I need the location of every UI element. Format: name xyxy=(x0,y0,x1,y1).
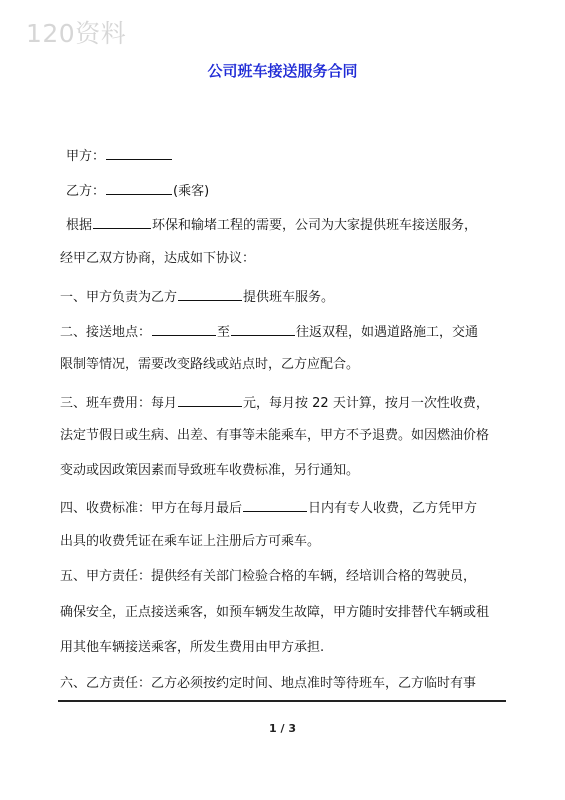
contract-title: 公司班车接送服务合同 xyxy=(207,62,358,80)
watermark: 120资料 xyxy=(26,19,127,48)
party-b-blank xyxy=(106,181,172,195)
party-a-label: 甲方： xyxy=(66,149,106,164)
paragraph-line: 经甲乙双方协商，达成如下协议： xyxy=(60,251,256,266)
paragraph-line: 限制等情况，需要改变路线或站点时，乙方应配合。 xyxy=(60,357,360,372)
fill-blank xyxy=(93,215,151,229)
clause-4-line xyxy=(60,498,477,517)
text-segment: 往返双程，如遇道路施工，交通 xyxy=(296,325,479,340)
paragraph-line: 法定节假日或生病、出差、有事等未能乘车，甲方不予退费。如因燃油价格 xyxy=(60,428,490,443)
footer-divider xyxy=(58,700,506,702)
text-segment: 四、收费标准：甲方在每月最后 xyxy=(60,501,243,516)
clause-1-line xyxy=(60,287,334,306)
clause-6-line: 六、乙方责任：乙方必须按约定时间、地点准时等待班车，乙方临时有事 xyxy=(60,676,477,691)
paragraph-line: 用其他车辆接送乘客，所发生费用由甲方承担. xyxy=(60,640,325,655)
fill-blank xyxy=(178,287,242,301)
text-segment: 至 xyxy=(217,325,231,340)
text-segment: 一、甲方负责为乙方 xyxy=(60,290,178,305)
party-a-line xyxy=(66,146,173,165)
paragraph-line xyxy=(66,215,477,234)
paragraph-line: 变动或因政策因素而导致班车收费标准，另行通知。 xyxy=(60,463,360,478)
text-segment: 根据 xyxy=(66,218,93,233)
fill-blank xyxy=(152,322,216,336)
page-number: 1 / 3 xyxy=(269,722,296,735)
paragraph-line: 出具的收费凭证在乘车证上注册后方可乘车。 xyxy=(60,534,321,549)
paragraph-line: 确保安全，正点接送乘客，如预车辆发生故障，甲方随时安排替代车辆或租 xyxy=(60,605,490,620)
clause-3-line xyxy=(60,393,489,412)
text-segment: 环保和输堵工程的需要，公司为大家提供班车接送服务， xyxy=(152,218,478,233)
party-a-blank xyxy=(106,146,172,160)
text-segment: 提供班车服务。 xyxy=(243,290,335,305)
clause-5-line: 五、甲方责任：提供经有关部门检验合格的车辆，经培训合格的驾驶员， xyxy=(60,569,477,584)
party-b-label: 乙方： xyxy=(66,184,106,199)
text-segment: 元，每月按 22 天计算，按月一次性收费， xyxy=(243,396,489,411)
fill-blank xyxy=(178,393,242,407)
party-b-suffix: (乘客) xyxy=(173,184,210,199)
text-segment: 二、接送地点： xyxy=(60,325,152,340)
party-b-line xyxy=(66,181,209,200)
text-segment: 三、班车费用：每月 xyxy=(60,396,178,411)
text-segment: 日内有专人收费，乙方凭甲方 xyxy=(308,501,478,516)
fill-blank xyxy=(231,322,295,336)
clause-2-line xyxy=(60,322,478,341)
fill-blank xyxy=(243,498,307,512)
